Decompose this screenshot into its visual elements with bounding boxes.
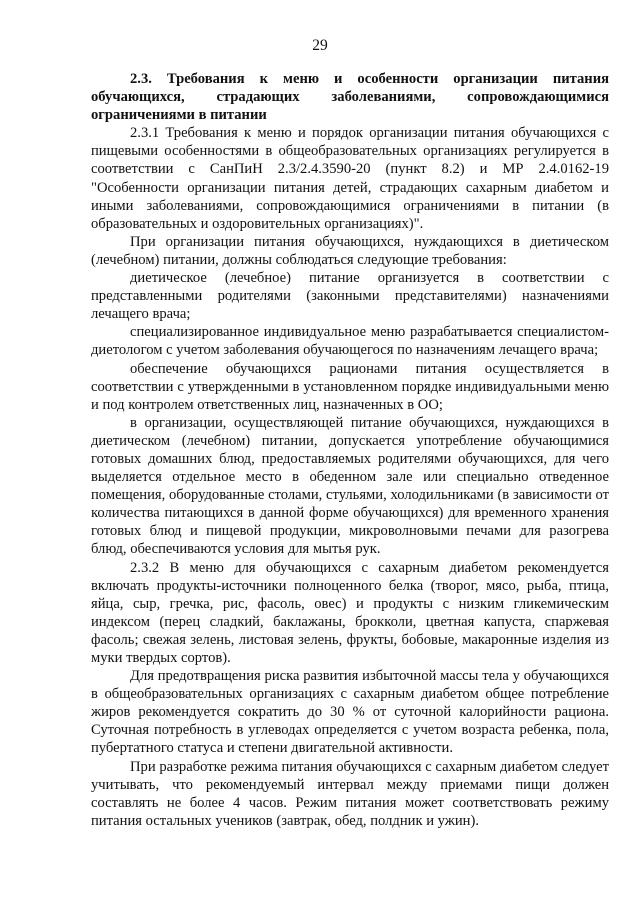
paragraph-weight-prevention: Для предотвращения риска развития избыточной массы тела у обучающихся в общеобразовательных организациях с сахарным диабетом общее потребление жиров рекомендуется сократить до 30 % от суточной калорийности рациона. Суточная потребность в углеводах определяется с учетом возраста ребенка, пола, пубертатного статуса и степени двигательной активности. [91,668,609,757]
paragraph-2-3-2: 2.3.2 В меню для обучающихся с сахарным диабетом рекомендуется включать продукты-источники полноценного белка (творог, мясо, рыба, птица, яйца, сыр, гречка, рис, фасоль, овес) и продукты с низким гликемическим индексом (перец сладкий, баклажаны, брокколи, цветная капуста, спаржевая фасоль; свежая зелень, листовая зелень, фрукты, бобовые, макаронные изделия из муки твердых сортов). [91,559,609,666]
section-heading: 2.3. Требования к меню и особенности организации питания обучающихся, страдающих заболеваниями, сопровождающимися ограничениями в питании [91,71,609,124]
list-item-diet-by-prescription: диетическое (лечебное) питание организуется в соответствии с представленными родителями (законными представителями) назначениями лечащего врача; [91,270,609,323]
paragraph-2-3-1: 2.3.1 Требования к меню и порядок организации питания обучающихся с пищевыми особенностями в общеобразовательных организациях регулируется в соответствии с СанПиН 2.3/2.4.3590-20 (пункт 8.2) и МР 2.4.0162-19 "Особенности организации питания детей, страдающих сахарным диабетом и иными заболеваниями, сопровождающимися ограничениями в питании (в образовательных и оздоровительных организациях)". [91,125,609,232]
paragraph-meal-schedule: При разработке режима питания обучающихся с сахарным диабетом следует учитывать, что рекомендуемый интервал между приемами пищи должен составлять не более 4 часов. Режим питания может соответствовать режиму питания остальных учеников (завтрак, обед, полдник и ужин). [91,758,609,829]
list-item-ration-provision: обеспечение обучающихся рационами питания осуществляется в соответствии с утвержденными в установленном порядке индивидуальными меню и под контролем ответственных лиц, назначенных в ОО; [91,360,609,413]
paragraph-diet-requirements-intro: При организации питания обучающихся, нуждающихся в диетическом (лечебном) питании, должны соблюдаться следующие требования: [91,233,609,268]
list-item-individual-menu: специализированное индивидуальное меню разрабатывается специалистом-диетологом с учетом заболевания обучающегося по назначениям лечащего врача; [91,324,609,359]
document-body [91,70,609,830]
page-number: 29 [312,37,328,54]
list-item-home-meals: в организации, осуществляющей питание обучающихся, нуждающихся в диетическом (лечебном) питании, допускается употребление обучающимися готовых домашних блюд, предоставляемых родителями обучающихся, для чего выделяется отдельное место в обеденном зале или специально отведенное помещения, оборудованные столами, стульями, холодильниками (в зависимости от количества питающихся в данной форме обучающихся) для временного хранения готовых блюд и пищевой продукции, микроволновыми печами для разогрева блюд, обеспечиваются условия для мытья рук. [91,414,609,558]
